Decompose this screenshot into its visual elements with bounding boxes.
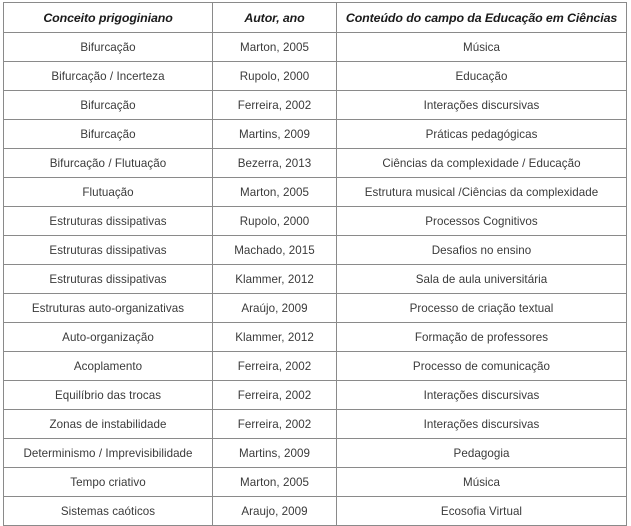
- cell-conteudo: Pedagogia: [337, 439, 627, 468]
- cell-conceito: Sistemas caóticos: [4, 497, 213, 526]
- cell-autor: Bezerra, 2013: [213, 149, 337, 178]
- table-row: [4, 178, 627, 207]
- table-row: [4, 323, 627, 352]
- cell-conceito: Acoplamento: [4, 352, 213, 381]
- table-row: [4, 236, 627, 265]
- table-row: [4, 439, 627, 468]
- cell-conteudo: Formação de professores: [337, 323, 627, 352]
- cell-conceito: Bifurcação / Incerteza: [4, 62, 213, 91]
- table-row: [4, 468, 627, 497]
- cell-conceito: Zonas de instabilidade: [4, 410, 213, 439]
- cell-autor: Klammer, 2012: [213, 323, 337, 352]
- cell-conteudo: Música: [337, 33, 627, 62]
- cell-conceito: Estruturas dissipativas: [4, 236, 213, 265]
- column-header-conceito: Conceito prigoginiano: [4, 3, 213, 33]
- column-header-autor: Autor, ano: [213, 3, 337, 33]
- table-row: [4, 207, 627, 236]
- column-header-conteudo: Conteúdo do campo da Educação em Ciências: [337, 3, 627, 33]
- table-header: [4, 3, 627, 33]
- cell-conceito: Bifurcação / Flutuação: [4, 149, 213, 178]
- cell-autor: Ferreira, 2002: [213, 352, 337, 381]
- cell-autor: Martins, 2009: [213, 439, 337, 468]
- cell-conceito: Estruturas auto-organizativas: [4, 294, 213, 323]
- cell-conteudo: Práticas pedagógicas: [337, 120, 627, 149]
- table-row: [4, 294, 627, 323]
- cell-autor: Klammer, 2012: [213, 265, 337, 294]
- table-row: [4, 497, 627, 526]
- table-row: [4, 120, 627, 149]
- cell-autor: Marton, 2005: [213, 33, 337, 62]
- cell-conceito: Bifurcação: [4, 120, 213, 149]
- table-row: [4, 265, 627, 294]
- table-body: [4, 33, 627, 526]
- cell-autor: Araujo, 2009: [213, 497, 337, 526]
- cell-autor: Marton, 2005: [213, 178, 337, 207]
- cell-conteudo: Processo de criação textual: [337, 294, 627, 323]
- cell-conteudo: Processo de comunicação: [337, 352, 627, 381]
- cell-autor: Martins, 2009: [213, 120, 337, 149]
- cell-conceito: Estruturas dissipativas: [4, 265, 213, 294]
- cell-conceito: Bifurcação: [4, 33, 213, 62]
- cell-autor: Rupolo, 2000: [213, 207, 337, 236]
- cell-autor: Ferreira, 2002: [213, 381, 337, 410]
- cell-conceito: Equilíbrio das trocas: [4, 381, 213, 410]
- cell-conteudo: Sala de aula universitária: [337, 265, 627, 294]
- cell-autor: Ferreira, 2002: [213, 410, 337, 439]
- cell-conteudo: Desafios no ensino: [337, 236, 627, 265]
- cell-conceito: Bifurcação: [4, 91, 213, 120]
- cell-conteudo: Ciências da complexidade / Educação: [337, 149, 627, 178]
- table-header-row: [4, 3, 627, 33]
- cell-conceito: Flutuação: [4, 178, 213, 207]
- table-row: [4, 91, 627, 120]
- cell-conceito: Tempo criativo: [4, 468, 213, 497]
- cell-autor: Rupolo, 2000: [213, 62, 337, 91]
- cell-conteudo: Ecosofia Virtual: [337, 497, 627, 526]
- cell-autor: Araújo, 2009: [213, 294, 337, 323]
- cell-autor: Ferreira, 2002: [213, 91, 337, 120]
- cell-conceito: Auto-organização: [4, 323, 213, 352]
- concepts-table: [3, 2, 627, 526]
- cell-conceito: Determinismo / Imprevisibilidade: [4, 439, 213, 468]
- cell-conteudo: Interações discursivas: [337, 381, 627, 410]
- cell-conteudo: Estrutura musical /Ciências da complexidade: [337, 178, 627, 207]
- table-row: [4, 62, 627, 91]
- table-row: [4, 381, 627, 410]
- cell-conteudo: Processos Cognitivos: [337, 207, 627, 236]
- concepts-table-container: [3, 2, 626, 526]
- table-row: [4, 33, 627, 62]
- table-row: [4, 352, 627, 381]
- cell-autor: Marton, 2005: [213, 468, 337, 497]
- table-row: [4, 149, 627, 178]
- cell-autor: Machado, 2015: [213, 236, 337, 265]
- cell-conteudo: Interações discursivas: [337, 91, 627, 120]
- cell-conteudo: Música: [337, 468, 627, 497]
- table-row: [4, 410, 627, 439]
- cell-conceito: Estruturas dissipativas: [4, 207, 213, 236]
- cell-conteudo: Educação: [337, 62, 627, 91]
- cell-conteudo: Interações discursivas: [337, 410, 627, 439]
